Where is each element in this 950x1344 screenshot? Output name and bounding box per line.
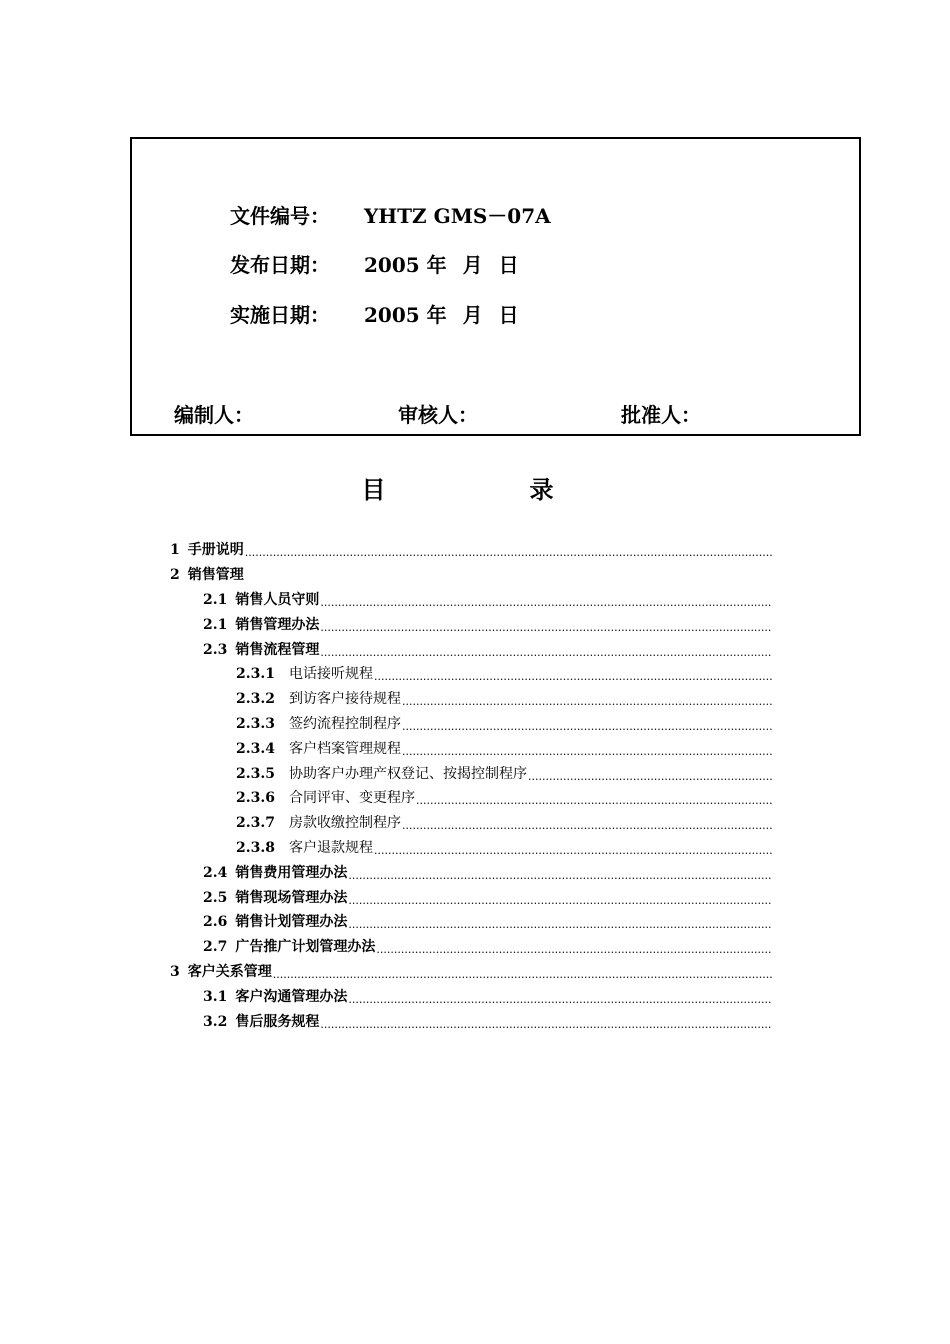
toc-dot-leader [348,987,772,1007]
implement-date-year: 2005 [364,303,420,327]
toc-dot-leader [376,937,772,957]
toc-entry[interactable] [170,712,772,737]
doc-number-label: 文件编号： [230,204,330,228]
toc-entry-number: 2.3 [203,641,228,658]
toc-entry[interactable] [170,588,772,613]
implement-date-row [230,303,519,327]
toc-entry-number: 1 [170,542,180,559]
toc-dot-leader [320,1012,772,1032]
reviewer-label: 审核人： [398,403,478,427]
toc-entry-title: 客户沟通管理办法 [235,988,348,1005]
toc-entry-number: 2 [170,567,180,584]
toc-dot-leader [374,838,772,858]
toc-entry[interactable] [170,860,772,885]
toc-dot-leader [245,572,772,578]
toc-entry[interactable] [170,910,772,935]
toc-entry-title: 电话接听规程 [288,666,373,683]
day-char: 日 [498,303,519,327]
toc-entry[interactable] [170,662,772,687]
toc-entry[interactable] [170,984,772,1009]
toc-entry-number: 2.3.5 [236,765,275,782]
implement-date-value [364,303,519,327]
toc-entry-number: 2.3.4 [236,740,275,757]
toc-title: 目 录 [361,475,614,504]
doc-number-row [230,204,551,228]
toc-entry-title: 协助客户办理产权登记、按揭控制程序 [288,765,527,782]
toc-dot-leader [402,689,772,709]
toc-dot-leader [416,788,772,808]
toc-entry[interactable] [170,786,772,811]
toc-entry-number: 2.3.8 [236,839,275,856]
compiler-label: 编制人： [174,403,254,427]
toc-entry-number: 2.1 [203,591,228,608]
toc-dot-leader [374,664,772,684]
toc-entry-number: 3.2 [203,1013,228,1030]
toc-entry-number: 2.3.3 [236,715,275,732]
toc-entry-title: 手册说明 [187,542,244,559]
toc-dot-leader [348,912,772,932]
doc-number-value: YHTZ GMS－07A [364,204,551,228]
toc-dot-leader [402,813,772,833]
toc-entry-title: 销售流程管理 [235,641,320,658]
toc-entry-title: 广告推广计划管理办法 [235,939,376,956]
issue-date-label: 发布日期： [230,253,330,277]
month-char: 月 [462,303,483,327]
toc-entry-title: 到访客户接待规程 [288,691,401,708]
toc-entry[interactable] [170,761,772,786]
toc-dot-leader [402,714,772,734]
toc-entry-title: 销售管理 [187,567,244,584]
toc-dot-leader [402,739,772,759]
toc-entry[interactable] [170,563,772,588]
toc-entry-title: 售后服务规程 [235,1013,320,1030]
toc-entry-number: 2.3.2 [236,691,275,708]
toc-entry-number: 2.7 [203,939,228,956]
toc-dot-leader [528,764,772,784]
toc-entry[interactable] [170,687,772,712]
toc-entry[interactable] [170,538,772,563]
toc-entry-title: 客户关系管理 [187,963,272,980]
toc-entry[interactable] [170,836,772,861]
toc-dot-leader [348,888,772,908]
year-char: 年 [426,303,447,327]
toc-entry[interactable] [170,811,772,836]
toc-entry-title: 合同评审、变更程序 [288,790,415,807]
toc-dot-leader [320,615,772,635]
toc-entry-title: 销售人员守则 [235,591,320,608]
toc-entry[interactable] [170,637,772,662]
toc-entry-number: 2.3.7 [236,815,275,832]
day-char: 日 [498,253,519,277]
toc-dot-leader [348,863,772,883]
table-of-contents [170,538,772,1034]
toc-entry-title: 销售计划管理办法 [235,914,348,931]
toc-entry-number: 2.1 [203,616,228,633]
toc-entry-title: 签约流程控制程序 [288,715,401,732]
toc-entry-title: 销售费用管理办法 [235,864,348,881]
toc-entry-number: 2.6 [203,914,228,931]
toc-entry-title: 销售管理办法 [235,616,320,633]
toc-entry-number: 2.3.6 [236,790,275,807]
toc-entry-number: 2.5 [203,889,228,906]
toc-entry-number: 3 [170,963,180,980]
implement-date-label: 实施日期： [230,303,330,327]
approver-label: 批准人： [621,403,701,427]
month-char: 月 [462,253,483,277]
toc-entry-number: 2.4 [203,864,228,881]
toc-dot-leader [320,590,772,610]
issue-date-year: 2005 [364,253,420,277]
document-header-box [130,137,861,436]
toc-dot-leader [273,962,772,982]
toc-entry-title: 房款收缴控制程序 [288,815,401,832]
toc-entry[interactable] [170,1009,772,1034]
toc-entry[interactable] [170,960,772,985]
toc-dot-leader [320,640,772,660]
issue-date-row [230,253,519,277]
toc-entry-number: 3.1 [203,988,228,1005]
toc-entry[interactable] [170,935,772,960]
toc-entry-title: 客户档案管理规程 [288,740,401,757]
year-char: 年 [426,253,447,277]
toc-entry-number: 2.3.1 [236,666,275,683]
toc-entry-title: 销售现场管理办法 [235,889,348,906]
toc-entry-title: 客户退款规程 [288,839,373,856]
toc-entry[interactable] [170,736,772,761]
toc-entry[interactable] [170,612,772,637]
issue-date-value [364,253,519,277]
toc-entry[interactable] [170,885,772,910]
toc-dot-leader [245,540,772,560]
